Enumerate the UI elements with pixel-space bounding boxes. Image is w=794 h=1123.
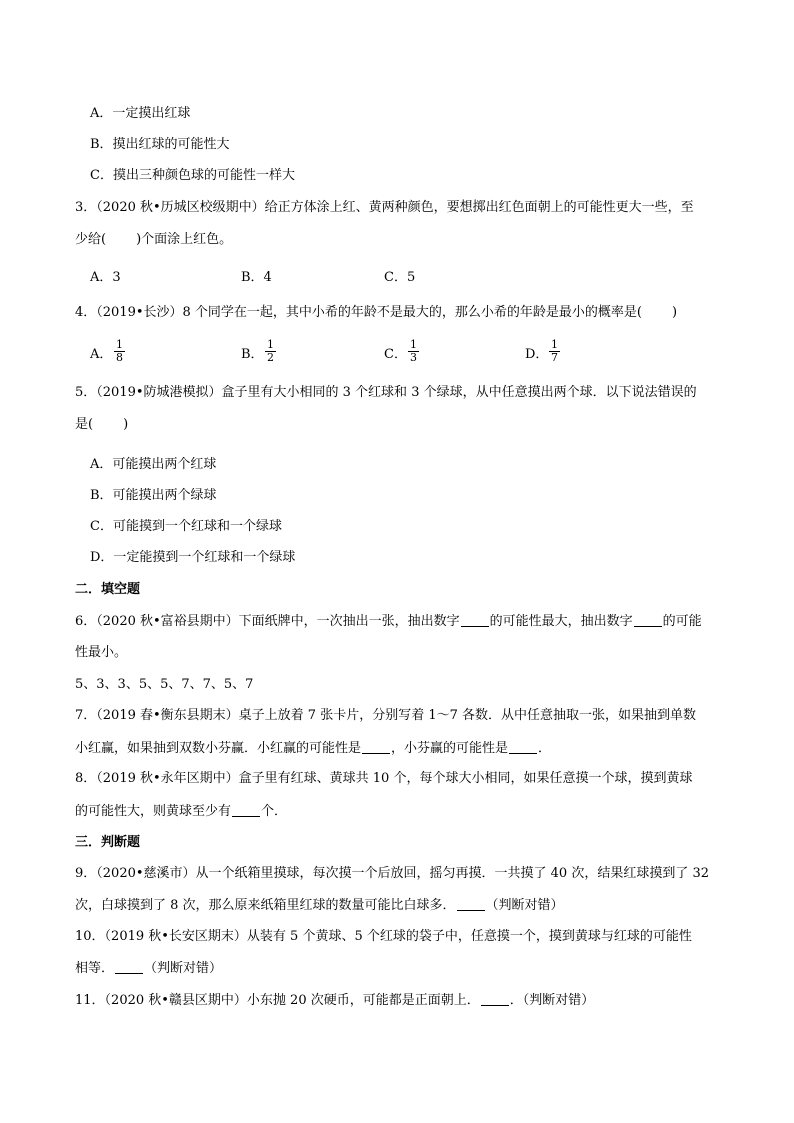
q10-text-a: 相等． (75, 961, 115, 976)
q6-text-b: 的可能性最大，抽出数字 (489, 614, 633, 629)
q4-stem (75, 304, 677, 322)
q4-stem-pre: 4．（2019•长沙）8 个同学在一起，其中小希的年龄不是最大的，那么小希的年龄是最小的概率是( (75, 305, 642, 320)
q4-option-b-fraction (265, 339, 276, 364)
q5-option-a: A．可能摸出两个红球 (90, 457, 217, 472)
q5-stem-post: ) (123, 417, 129, 432)
q6-text-c: 的可能 (662, 614, 702, 629)
q3-option-b: B．4 (241, 270, 272, 285)
q4-option-c-label: C． (384, 347, 407, 362)
section-judgment-heading: 三．判断题 (75, 835, 141, 850)
q3-stem-line2 (75, 231, 232, 249)
q5-option-d: D．一定能摸到一个红球和一个绿球 (90, 550, 296, 565)
fraction-numerator: 1 (410, 338, 417, 351)
q3-stem-pre: 少给( (75, 232, 107, 247)
q11-blank (481, 991, 509, 1006)
q9-text-b: （判断对错） (485, 898, 564, 913)
q8-blank (232, 802, 260, 817)
fraction-denominator: 3 (410, 351, 417, 364)
q6-stem-line2: 性最小。 (75, 645, 128, 660)
fraction-numerator: 1 (551, 338, 558, 351)
q5-option-b: B．可能摸出两个绿球 (90, 488, 217, 503)
q4-option-d-label: D． (525, 347, 549, 362)
q9-stem-line2 (75, 896, 564, 915)
q8-text-a: 的可能性大，则黄球至少有 (75, 804, 232, 819)
fraction-numerator: 1 (116, 338, 123, 351)
q2-option-a: A．一定摸出红球 (90, 106, 191, 121)
q11-text-b: ．（判断对错） (509, 993, 595, 1008)
q5-stem-pre: 是( (75, 417, 94, 432)
q8-text-b: 个． (261, 804, 288, 819)
q5-stem-line2 (75, 416, 128, 434)
q3-stem-line1: 3．（2020 秋•历城区校级期中）给正方体涂上红、黄两种颜色，要想掷出红色面朝上的可能性更大一些，至 (75, 200, 694, 215)
q6-blank-1 (461, 612, 489, 627)
q10-stem-line2 (75, 959, 222, 978)
q10-blank (115, 959, 143, 974)
fraction-denominator: 7 (551, 351, 558, 364)
q4-stem-post: ) (672, 305, 678, 320)
q11-text-a: 11．（2020 秋•赣县区期中）小东抛 20 次硬币，可能都是正面朝上． (75, 993, 480, 1008)
q3-stem-post: )个面涂上红色。 (136, 232, 233, 247)
fraction-denominator: 2 (267, 351, 274, 364)
fraction-denominator: 8 (116, 351, 123, 364)
q2-option-c: C．摸出三种颜色球的可能性一样大 (90, 168, 295, 183)
q4-option-d-fraction (549, 339, 560, 364)
q9-stem-line1: 9．（2020•慈溪市）从一个纸箱里摸球，每次摸一个后放回，摇匀再摸．一共摸了 40 次，结果红球摸到了 32 (75, 866, 710, 881)
q4-option-c-fraction (408, 339, 419, 364)
q3-option-a: A．3 (90, 270, 121, 285)
q10-stem-line1: 10．（2019 秋•长安区期末）从装有 5 个黄球、5 个红球的袋子中，任意摸一个，摸到黄球与红球的可能性 (75, 929, 692, 944)
q7-text-a: 小红赢，如果抽到双数小芬赢．小红赢的可能性是 (75, 741, 362, 756)
q4-option-a-label: A． (90, 347, 113, 362)
q3-option-c: C．5 (384, 270, 416, 285)
q5-option-c: C．可能摸到一个红球和一个绿球 (90, 519, 282, 534)
q7-blank-2 (509, 739, 537, 754)
q6-card-numbers: 5、3、3、5、5、7、7、5、7 (75, 677, 254, 692)
fraction-numerator: 1 (267, 338, 274, 351)
q4-option-b-label: B． (241, 347, 264, 362)
section-fill-in-heading: 二．填空题 (75, 582, 141, 597)
q2-option-b: B．摸出红球的可能性大 (90, 137, 230, 152)
q8-stem-line2 (75, 802, 287, 821)
q7-text-c: ． (538, 741, 552, 756)
q7-blank-1 (362, 739, 390, 754)
q9-text-a: 次，白球摸到了 8 次，那么原来纸箱里红球的数量可能比白球多． (75, 898, 456, 913)
q6-blank-2 (634, 612, 662, 627)
q8-stem-line1: 8．（2019 秋•永年区期中）盒子里有红球、黄球共 10 个，每个球大小相同，如果任意摸一个球，摸到黄球 (75, 771, 693, 786)
q5-stem-line1: 5．（2019•防城港模拟）盒子里有大小相同的 3 个红球和 3 个绿球，从中任意摸出两个球．以下说法错误的 (75, 385, 697, 400)
q7-text-b: ，小芬赢的可能性是 (391, 741, 509, 756)
q9-blank (457, 896, 485, 911)
q7-stem-line1: 7．（2019 春•衡东县期末）桌子上放着 7 张卡片，分别写着 1～7 各数．从中任意抽取一张，如果抽到单数 (75, 708, 696, 723)
q11-stem-line1 (75, 991, 594, 1010)
q6-stem-line1 (75, 612, 702, 631)
q7-stem-line2 (75, 739, 551, 758)
q6-text-a: 6．（2020 秋•富裕县期中）下面纸牌中，一次抽出一张，抽出数字 (75, 614, 460, 629)
q10-text-b: （判断对错） (144, 961, 223, 976)
q4-option-a-fraction (114, 339, 125, 364)
